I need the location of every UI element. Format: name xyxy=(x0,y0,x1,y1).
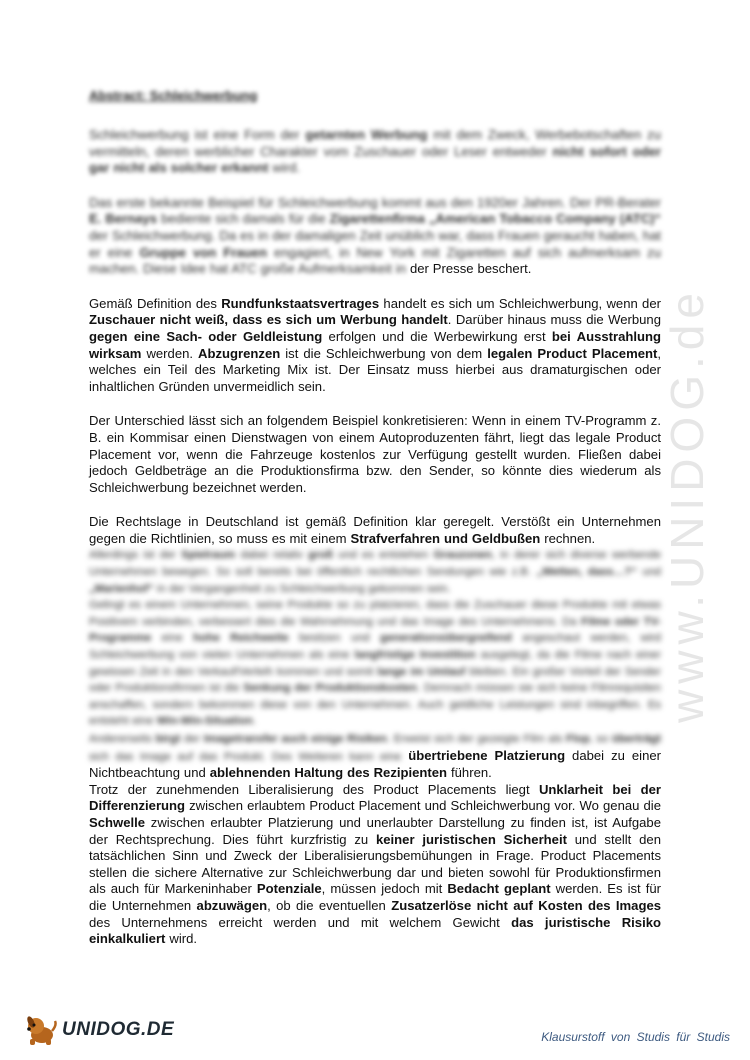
paragraph-7: Andererseits birgt der Imagetransfer auch einige Risiken. Erweist sich der gezeigte Film als Flop, so überträgt sich das Image auf das Produkt. Des Weiteren kann eine übertriebene Platzierung dabei zu einer Nichtbeachtung und ablehnenden Haltung des Rezipienten führen. xyxy=(89,733,662,781)
document-title: Abstract: Schleichwerbung xyxy=(89,88,258,103)
paragraph-2: Das erste bekannte Beispiel für Schleichwerbung kommt aus den 1920er Jahren. Der PR-Berater E. Bernays bediente sich damals für die Zigarettenfirma „American Tobacco Company (ATC)“ der Schleichwerbung. Da es in der damaligen Zeit unüblich war, dass Frauen geraucht haben, hat er eine Gruppe von Frauen engagiert, in New York mit Zigaretten auf sich aufmerksam zu machen. Diese Idee hat ATC große Aufmerksamkeit in der Presse beschert. xyxy=(89,194,661,277)
paragraph-3: Gemäß Definition des Rundfunkstaatsvertrages handelt es sich um Schleichwerbung, wenn der Zuschauer nicht weiß, dass es sich um Werbung handelt. Darüber hinaus muss die Werbung gegen eine Sach- oder Geldleistung erfolgen und die Werbewirkung erst bei Ausstrahlung wirksam werden. Abzugrenzen ist die Schleichwerbung von dem legalen Product Placement, welches ein Teil des Marketing Mix ist. Der Einsatz muss hierbei aus dramaturgischen oder inhaltlichen Gründen unvermeidlich sein. xyxy=(89,295,661,394)
paragraph-1: Schleichwerbung ist eine Form der getarnten Werbung mit dem Zweck, Werbebotschaften zu vermitteln, deren werblicher Charakter vom Zuschauer oder Leser entweder nicht sofort oder gar nicht als solcher erkannt wird. xyxy=(89,127,662,176)
paragraph-5: Die Rechtslage in Deutschland ist gemäß Definition klar geregelt. Verstößt ein Unternehmen gegen die Richtlinien, so muss es mit einem Strafverfahren und Geldbußen rechnen. xyxy=(89,514,661,546)
paragraph-4: Der Unterschied lässt sich an folgendem Beispiel konkretisieren: Wenn in einem TV-Programm z. B. ein Kommisar einen Dienstwagen von einem Autoproduzenten fährt, liegt das legale Product Placement vor, wenn die Fahrzeuge kostenlos zur Verfügung gestellt wurden. Fließen dabei jedoch Geldbeträge an die Produktionsfirma bzw. den Sender, so könnte dies wiederum als Schleichwerbung bezeichnet werden. xyxy=(89,413,661,495)
paragraph-5-blurred: Allerdings ist der Spielraum dabei relativ groß und es entstehen Grauzonen, in derer sich diverse werbende Unternehmen bewegen. So soll bereits bei öffentlich rechtlichen Sendungen wie z.B. „Wetten, dass…?“ und „Marienhof“ in der Vergangenheit zu Schleichwerbung gekommen sein. xyxy=(89,549,662,595)
paragraph-6-blurred: Gelingt es einem Unternehmen, seine Produkte so zu platzieren, dass die Zuschauer diese Produkte mit etwas Positivem verbinden, verbessert dies die Wahrnehmung und das Image des Unternehmens. Da Filme oder TV-Programme eine hohe Reichweite besitzen und generationsübergreifend angeschaut werden, wird Schleichwerbung von vielen Unternehmen als eine langfristige Investition ausgelegt, da die Filme nach einer gewissen Zeit in den Verkauf/Verleih kommen und somit lange im Umlauf bleiben. Ein großer Vorteil der Sender oder Produktionsfirmen ist die Senkung der Produktionskosten. Demnach müssen sie sich keine Filmrequisiten anschaffen, sondern bekommen diese von den Unternehmen. Auch geldliche Leistungen sind inbegriffen. Es entsteht eine Win-Win-Situation. xyxy=(89,599,662,728)
dog-mascot-icon xyxy=(24,1013,58,1047)
footer-slogan: Klausurstoff von Studis für Studis xyxy=(541,1030,730,1044)
paragraph-8: Trotz der zunehmenden Liberalisierung des Product Placements liegt Unklarheit bei der Differenzierung zwischen erlaubtem Product Placement und Schleichwerbung vor. Wo genau die Schwelle zwischen erlaubter Platzierung und unerlaubter Darstellung zu finden ist, ist Aufgabe der Rechtsprechung. Dies führt kurzfristig zu keiner juristischen Sicherheit und stellt den tatsächlichen Sinn und Zweck der Liberalisierungsbemühungen in Frage. Product Placements stellen die sichere Alternative zur Schleichwerbung dar und bieten sowohl für Produktionsfirmen als auch für Markeninhaber Potenziale, müssen jedoch mit Bedacht geplant werden. Es ist für die Unternehmen abzuwägen, ob die eventuellen Zusatzerlöse nicht auf Kosten des Images des Unternehmens erreicht werden und mit welchem Gewicht das juristische Risiko einkalkuliert wird. xyxy=(89,781,662,947)
document-body xyxy=(89,88,661,966)
paragraph-2-visible: der Presse beschert. xyxy=(409,261,532,277)
watermark-text: www.UNIDOG.de xyxy=(661,287,714,723)
unidog-logo[interactable] xyxy=(24,1012,194,1048)
logo-text: UNIDOG.DE xyxy=(62,1019,175,1040)
